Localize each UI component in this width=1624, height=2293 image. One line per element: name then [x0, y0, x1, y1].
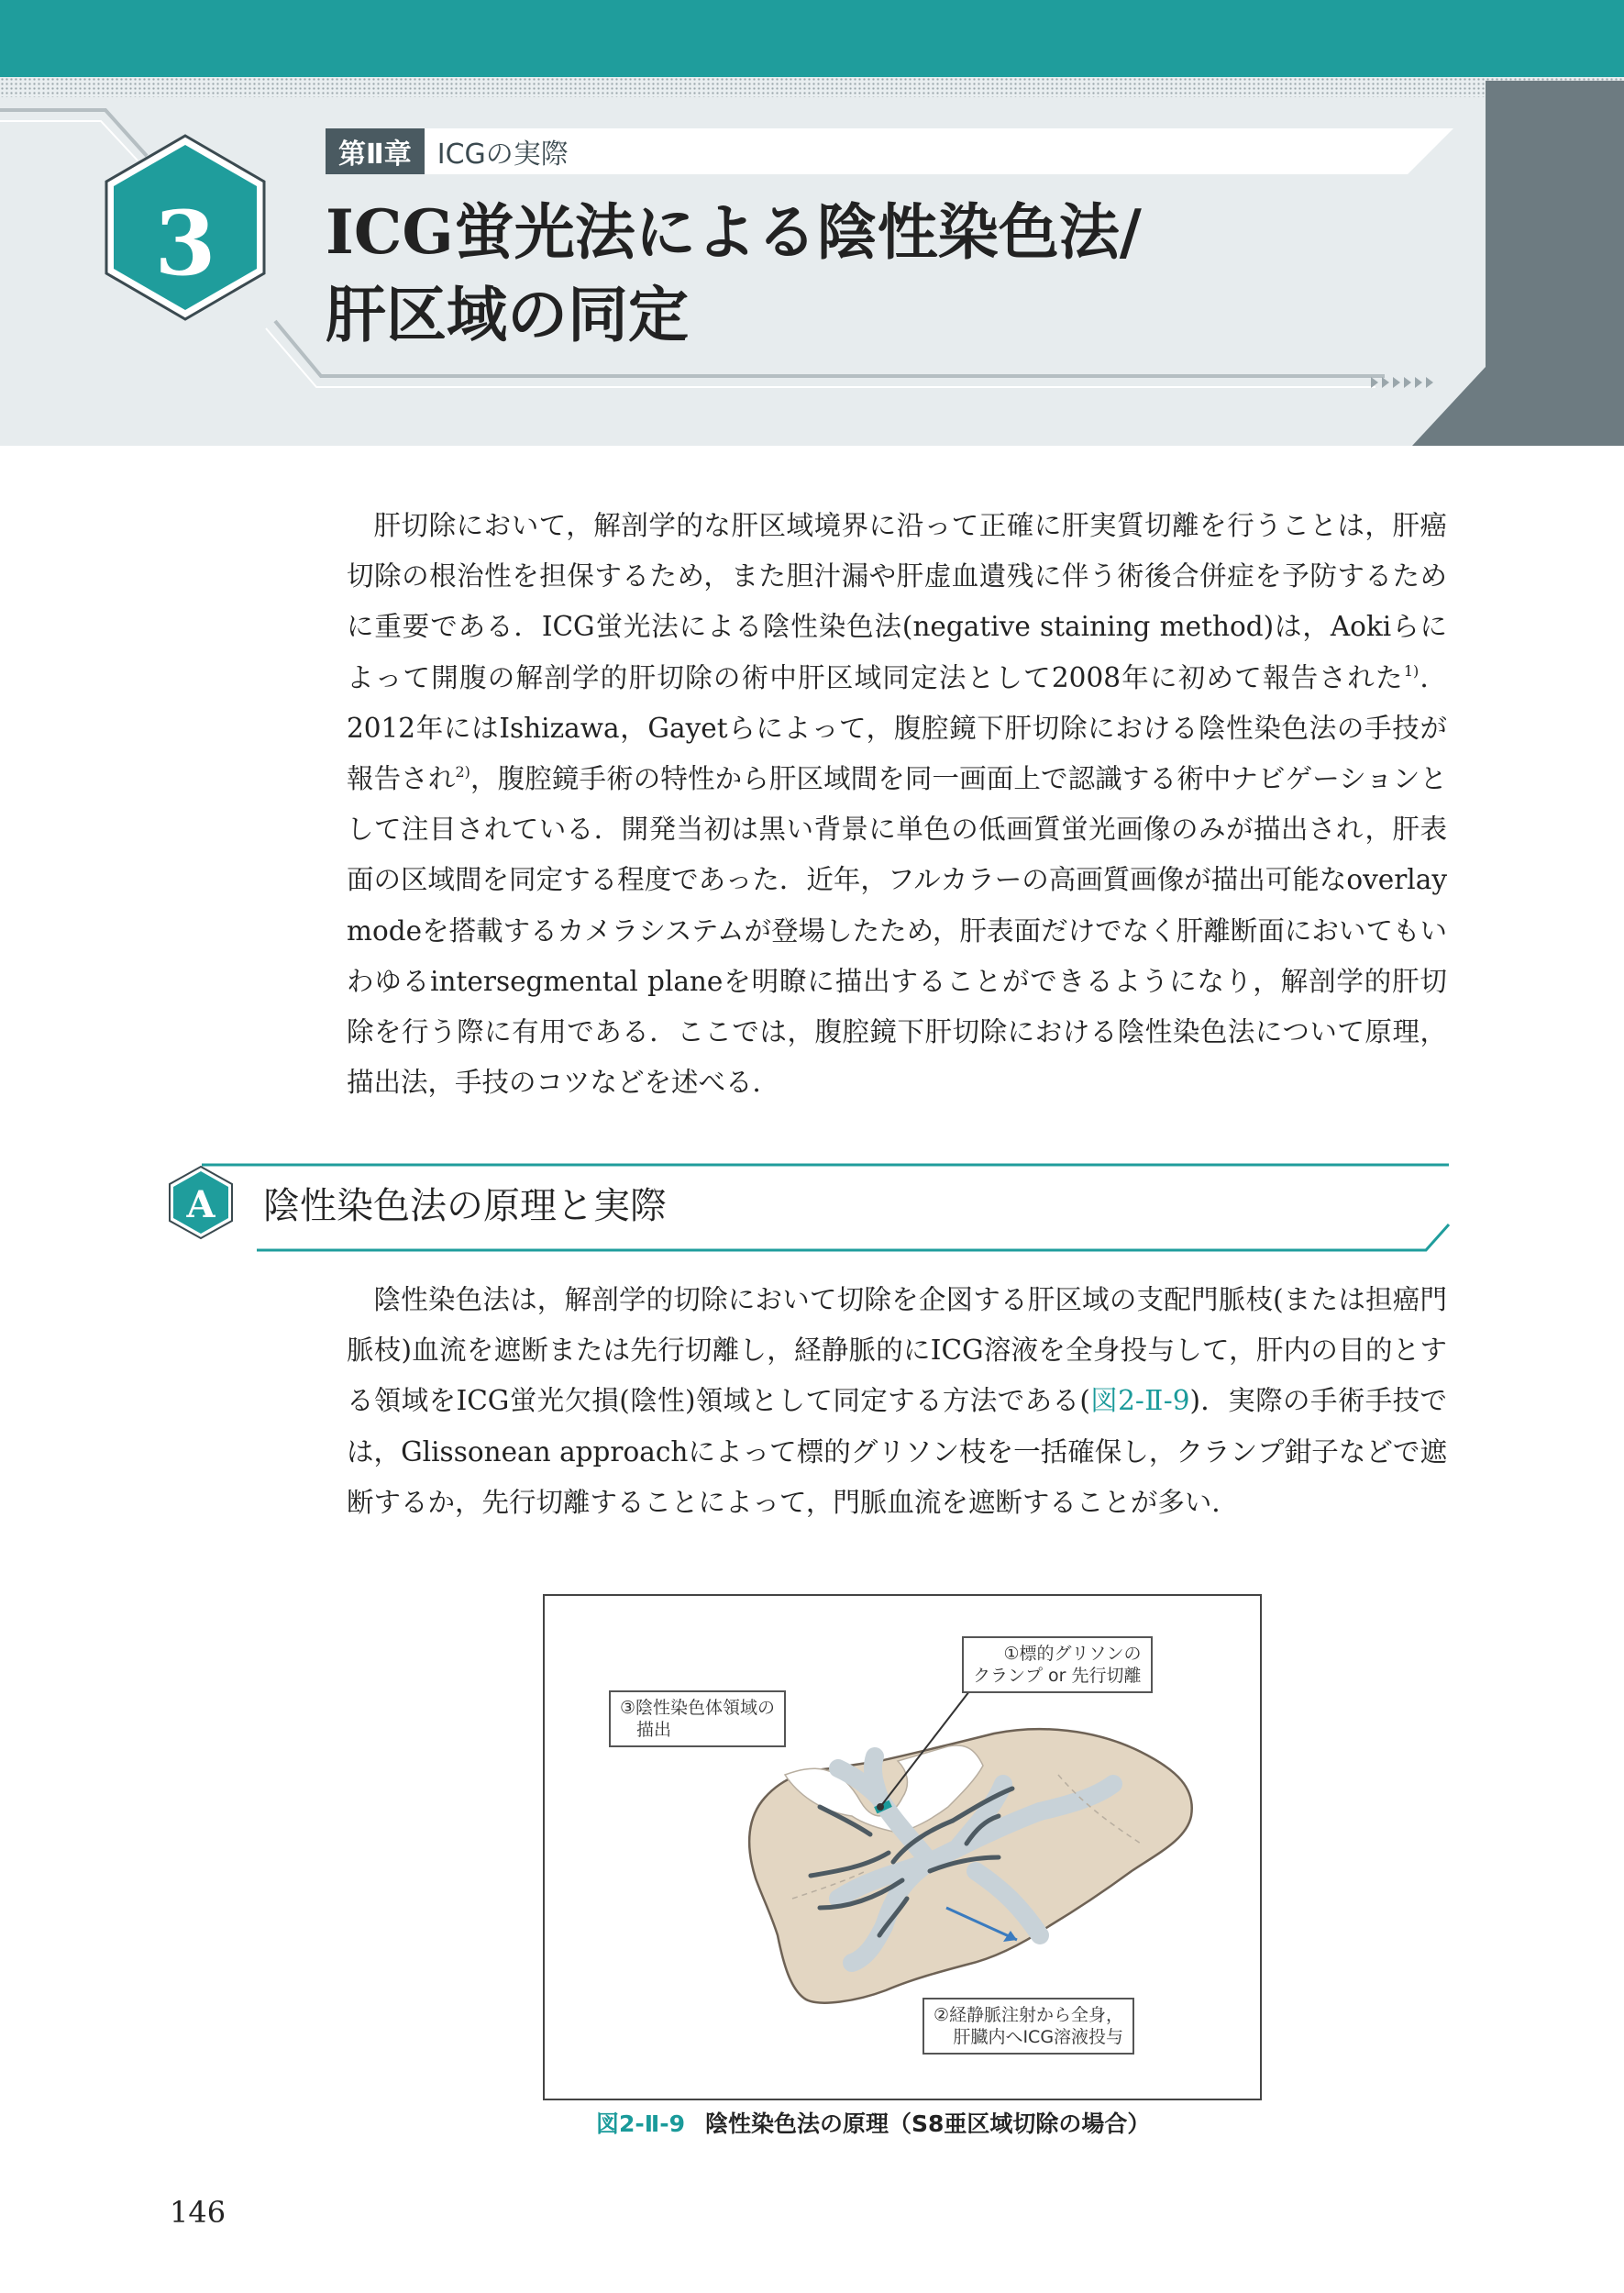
callout-clamp: ①標的グリソンの クランプ or 先行切離	[962, 1636, 1153, 1693]
reference-1: 1)	[1403, 661, 1420, 680]
title-line-2: 肝区域の同定	[326, 279, 689, 350]
section-title: 陰性染色法の原理と実際	[263, 1185, 667, 1227]
reference-2: 2)	[455, 763, 470, 781]
section-a-paragraph: 陰性染色法は，解剖学的切除において切除を企図する肝区域の支配門脈枝(または担癌門脈枝)血流を遮断または先行切離し，経静脈的にICG溶液を全身投与して，肝内の目的とする領域をICG蛍光欠損(陰性)領域として同定する方法である(図2-Ⅱ-9)．実際の手術手技では，Glissonean approachによって標的グリソン枝を一括確保し，クランプ鉗子などで遮断するか，先行切離することによって，門脈血流を遮断することが多い．	[347, 1284, 1447, 1518]
callout-negative-region: ③陰性染色体領域の 描出	[609, 1690, 786, 1747]
intro-paragraph: 肝切除において，解剖学的な肝区域境界に沿って正確に肝実質切離を行うことは，肝癌切除の根治性を担保するため，また胆汁漏や肝虚血遺残に伴う術後合併症を予防するために重要である．ICG蛍光法による陰性染色法(negative staining method)は，Aokiらによって開腹の解剖学的肝切除の術中肝区域同定法として2008年に初めて報告された$^{1)}$．2012年にはIshizawa，Gayetらによって，腹腔鏡下肝切除における陰性染色法の手技が報告され$^{2)}$，腹腔鏡手術の特性から肝区域間を同一画面上で認識する術中ナビゲーションとして注目されている．開発当初は黒い背景に単色の低画質蛍光画像のみが描出され，肝表面の区域間を同定する程度であった．近年，フルカラーの高画質画像が描出可能なoverlay modeを搭載するカメラシステムが登場したため，肝表面だけでなく肝離断面においてもいわゆるintersegmental planeを明瞭に描出することができるようになり，解剖学的肝切除を行う際に有用である．ここでは，腹腔鏡下肝切除における陰性染色法について原理，描出法，手技のコツなどを述べる．	[347, 510, 1447, 1099]
page-number: 146	[170, 2195, 226, 2230]
chapter-name: ICGの実際	[436, 138, 569, 171]
liver-illustration	[545, 1596, 1260, 2099]
figure-box	[543, 1594, 1262, 2100]
section-a-text	[347, 1275, 1447, 1528]
section-number-badge: 3	[154, 191, 216, 295]
figure-caption-id: 図2-Ⅱ-9	[596, 2110, 686, 2137]
section-letter-badge: A	[186, 1182, 215, 1226]
figure-caption	[596, 2106, 1150, 2139]
title-line-1: ICG蛍光法による陰性染色法/	[326, 196, 1142, 268]
callout-icg-injection: ②経静脈注射から全身， 肝臓内へICG溶液投与	[922, 1998, 1134, 2055]
page-title	[326, 191, 1380, 356]
chapter-label	[326, 128, 605, 174]
intro-text	[347, 501, 1447, 1108]
figure-reference: 図2-Ⅱ-9	[1089, 1385, 1190, 1417]
chapter-tag: 第Ⅱ章	[326, 128, 425, 174]
figure-caption-text: 陰性染色法の原理（S8亜区域切除の場合）	[705, 2110, 1151, 2137]
